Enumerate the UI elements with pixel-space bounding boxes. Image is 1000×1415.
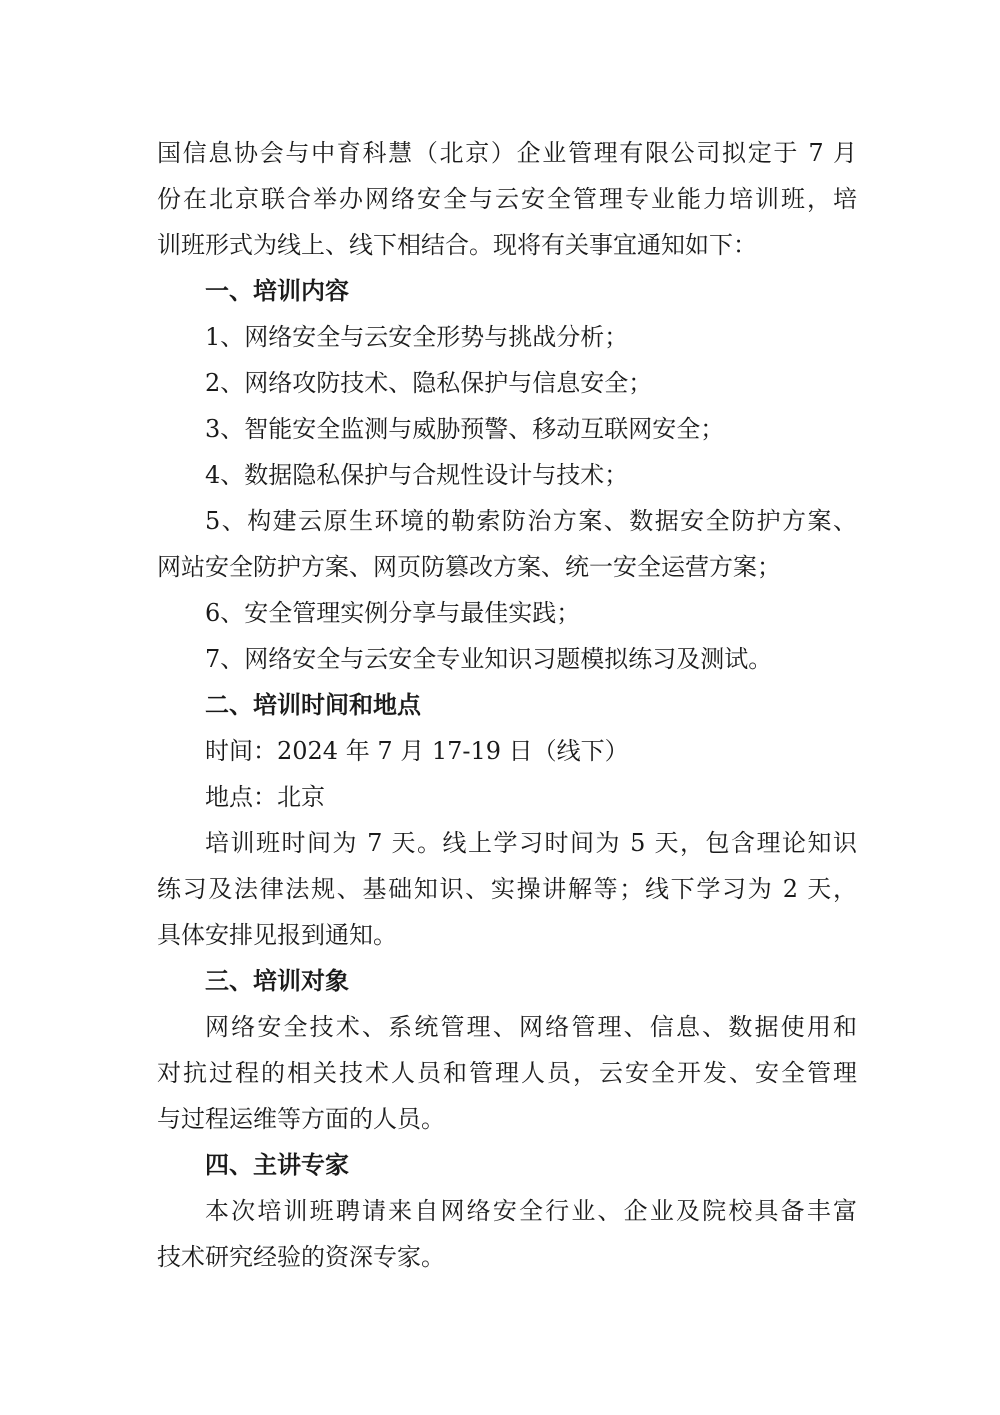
list-item: 6、安全管理实例分享与最佳实践； [205,599,581,627]
list-item-continuation: 网站安全防护方案、网页防篡改方案、统一安全运营方案； [157,553,781,581]
paragraph-line: 网络安全技术、系统管理、网络管理、信息、数据使用和 [205,1013,857,1041]
list-item: 4、数据隐私保护与合规性设计与技术； [205,461,629,489]
paragraph-line: 对抗过程的相关技术人员和管理人员，云安全开发、安全管理 [157,1059,857,1087]
paragraph-line: 与过程运维等方面的人员。 [157,1105,445,1133]
section-heading-experts: 四、主讲专家 [205,1151,349,1179]
section-heading-audience: 三、培训对象 [205,967,349,995]
intro-line: 份在北京联合举办网络安全与云安全管理专业能力培训班，培 [157,185,857,213]
list-item: 3、智能安全监测与威胁预警、移动互联网安全； [205,415,725,443]
intro-line: 训班形式为线上、线下相结合。现将有关事宜通知如下： [157,231,757,259]
paragraph-line: 技术研究经验的资深专家。 [157,1243,445,1271]
document-body [157,130,857,1280]
paragraph-line: 练习及法律法规、基础知识、实操讲解等；线下学习为 2 天， [157,875,857,903]
list-item: 5、构建云原生环境的勒索防治方案、数据安全防护方案、 [205,507,857,535]
list-item: 2、网络攻防技术、隐私保护与信息安全； [205,369,653,397]
paragraph-line: 具体安排见报到通知。 [157,921,397,949]
list-item: 7、网络安全与云安全专业知识习题模拟练习及测试。 [205,645,773,673]
paragraph-line: 本次培训班聘请来自网络安全行业、企业及院校具备丰富 [205,1197,857,1225]
training-time: 时间：2024 年 7 月 17-19 日（线下） [205,737,629,765]
training-place: 地点：北京 [205,783,325,811]
section-heading-content: 一、培训内容 [205,277,349,305]
list-item: 1、网络安全与云安全形势与挑战分析； [205,323,629,351]
intro-line: 国信息协会与中育科慧（北京）企业管理有限公司拟定于 7 月 [157,139,857,167]
section-heading-time-place: 二、培训时间和地点 [205,691,421,719]
paragraph-line: 培训班时间为 7 天。线上学习时间为 5 天，包含理论知识 [205,829,857,857]
